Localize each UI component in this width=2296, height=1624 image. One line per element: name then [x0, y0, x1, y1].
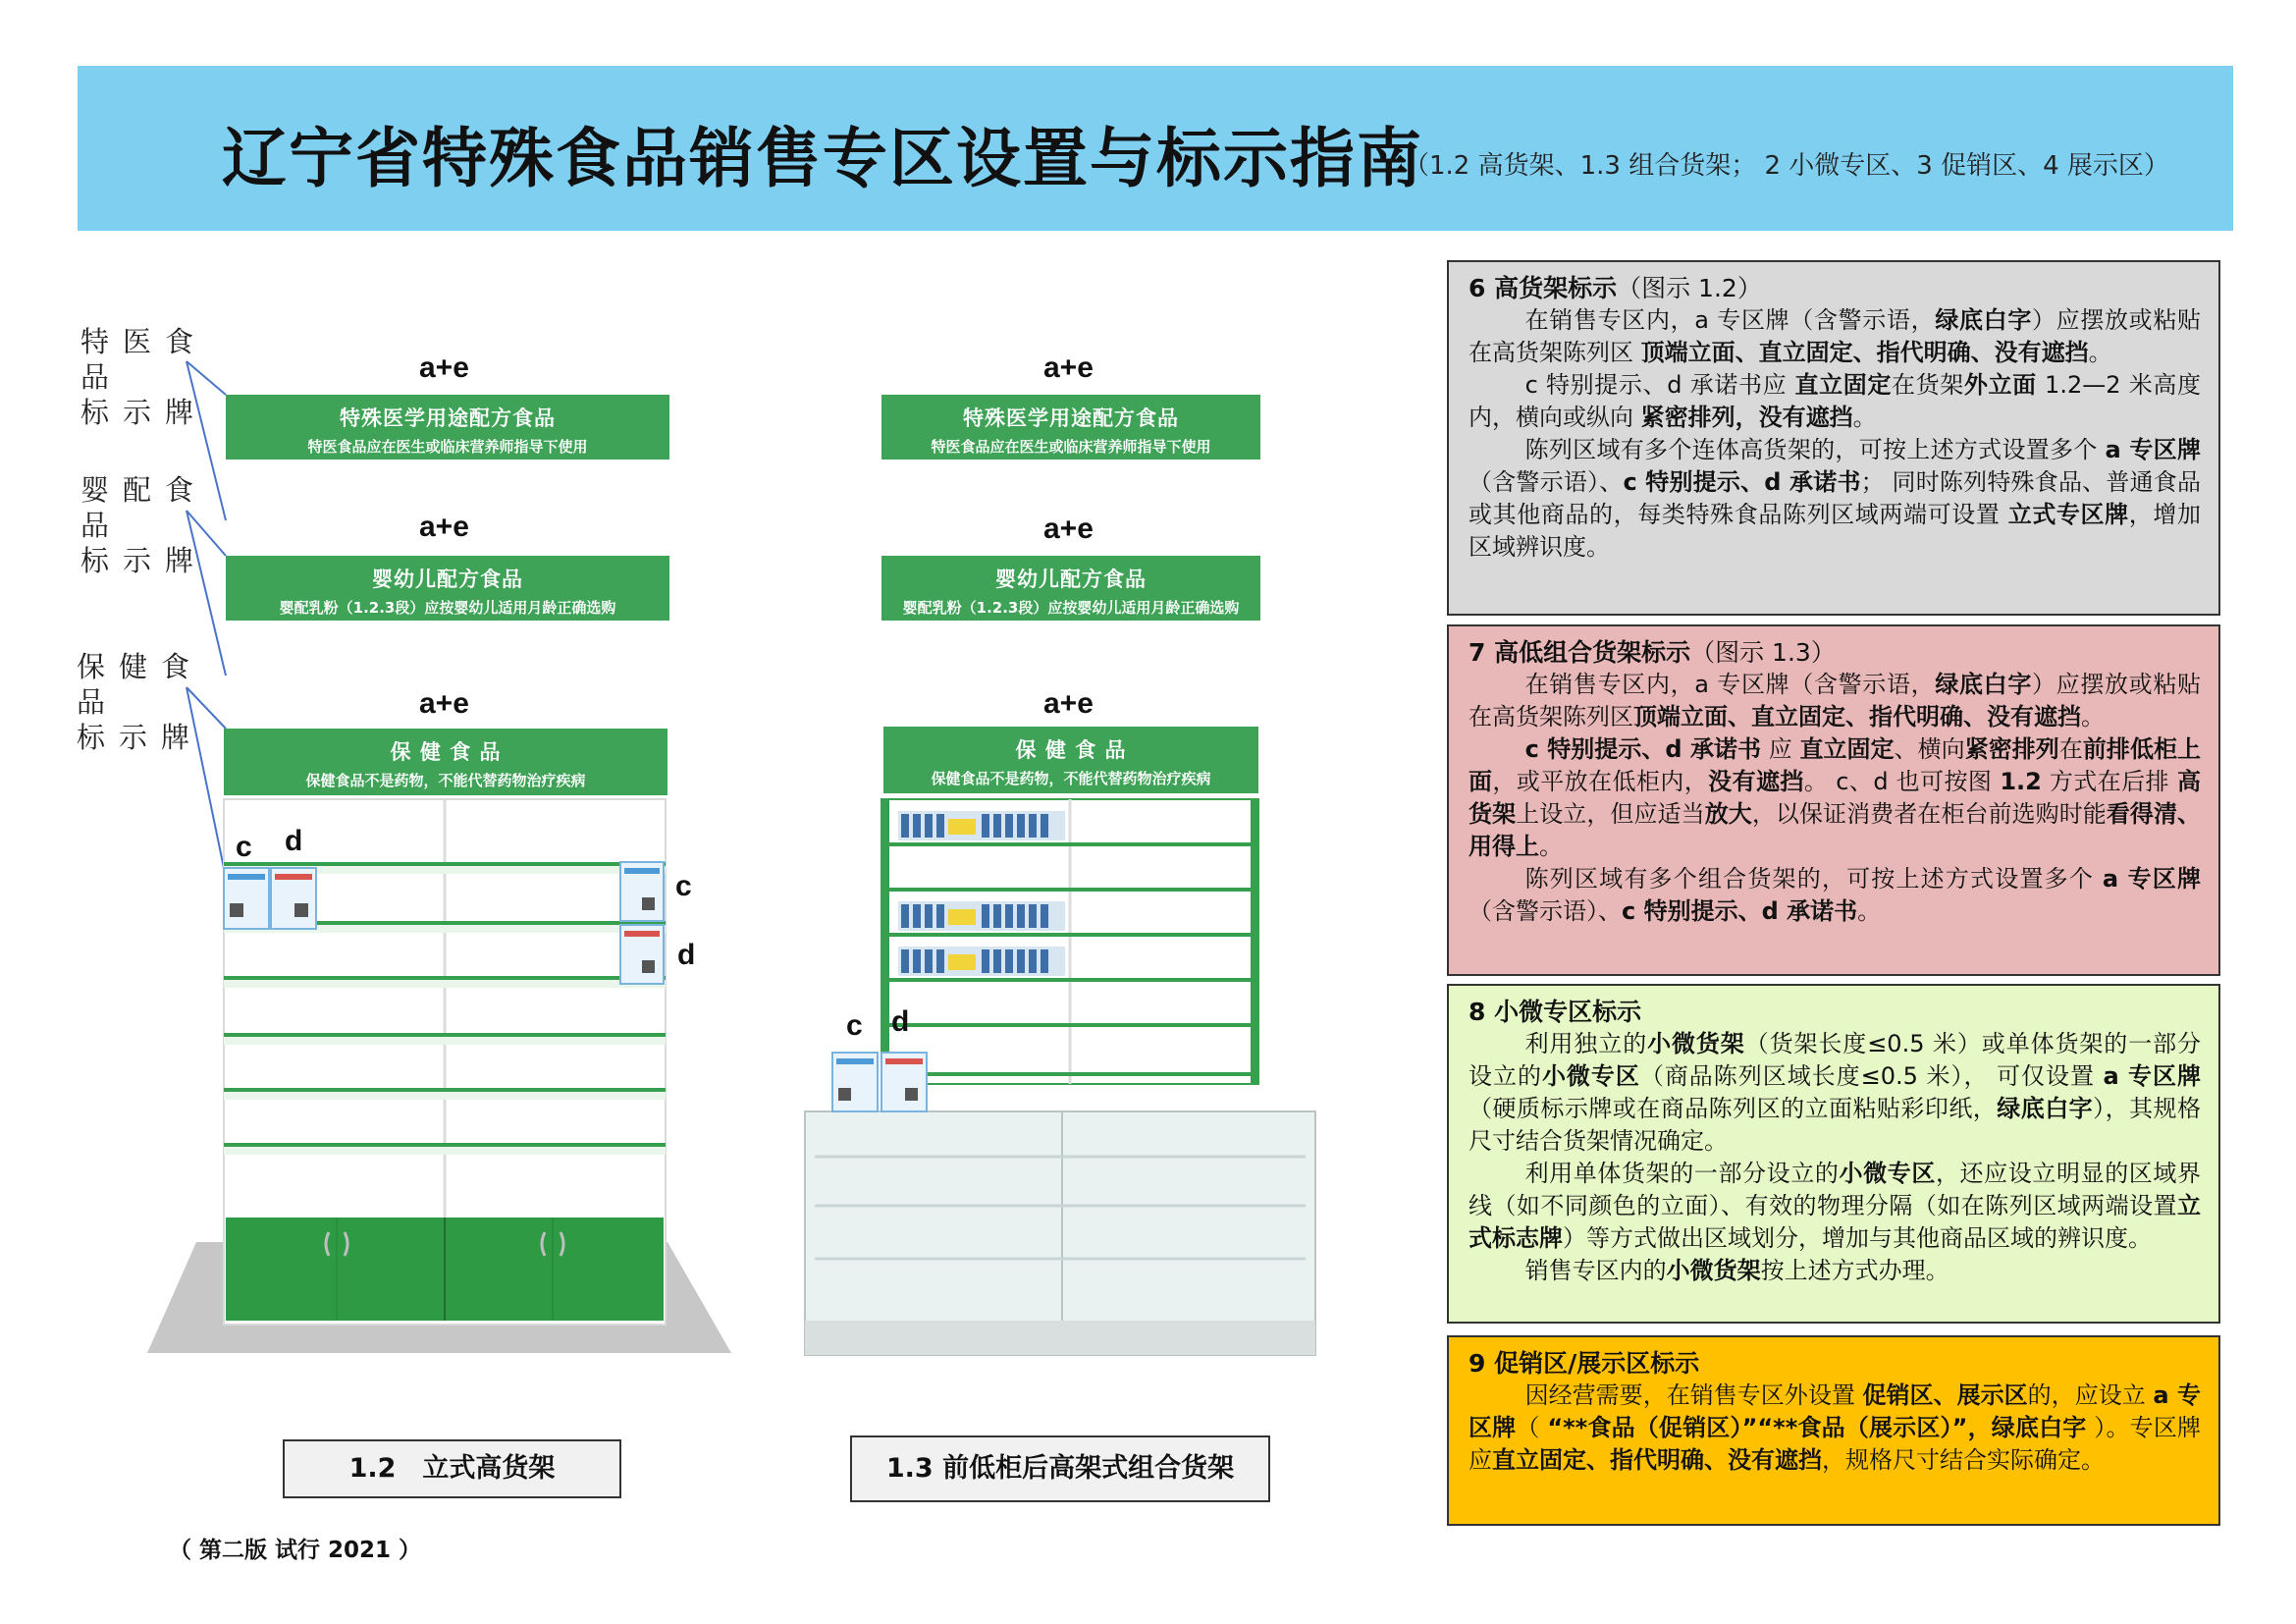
sign-warning: 婴配乳粉（1.2.3段）应按婴幼儿适用月龄正确选购 — [902, 599, 1240, 617]
promo-poster-d — [271, 868, 316, 929]
ae-marker: a+e — [419, 687, 469, 720]
marker-d: d — [891, 1005, 910, 1038]
ae-marker: a+e — [1043, 687, 1094, 720]
promo-poster-c-right — [620, 862, 664, 921]
counter-poster-c — [832, 1053, 878, 1111]
sign-health — [224, 729, 667, 795]
box-title-fig: （图示 1.2） — [1617, 274, 1762, 302]
sign-warning: 保健食品不是药物，不能代替药物治疗疾病 — [305, 772, 586, 789]
sign-warning: 婴配乳粉（1.2.3段）应按婴幼儿适用月龄正确选购 — [279, 599, 616, 617]
product-row — [898, 811, 1065, 840]
marker-c: c — [236, 831, 252, 863]
paragraph: 利用独立的小微货架（货架长度≤0.5 米）或单体货架的一部分设立的小微专区（商品陈列区域长度≤0.5 米）， 可仅设置 a 专区牌（硬质标示牌或在商品陈列区的立面粘贴彩印纸，绿底白字），其规格尺寸结合货架情况确定。 — [1468, 1030, 2202, 1155]
sign-fsmp — [226, 395, 669, 460]
marker-c: c — [846, 1009, 863, 1042]
box-title-fig: （图示 1.3） — [1690, 638, 1836, 667]
sign-fsmp — [881, 395, 1260, 460]
ae-marker: a+e — [419, 352, 469, 384]
sign-warning: 特医食品应在医生或临床营养师指导下使用 — [931, 438, 1211, 456]
paragraph: 陈列区域有多个组合货架的，可按上述方式设置多个 a 专区牌（含警示语）、c 特别提示、d 承诺书。 — [1468, 865, 2201, 925]
box-title-text: 8 小微专区标示 — [1468, 998, 1642, 1026]
box-micro-zone — [1447, 984, 2220, 1324]
sign-title: 保 健 食 品 — [390, 740, 502, 764]
paragraph: 利用单体货架的一部分设立的小微专区，还应设立明显的区域界线（如不同颜色的立面）、有效的物理分隔（如在陈列区域两端设置立式标志牌）等方式做出区域划分，增加与其他商品区域的辨识度。 — [1468, 1160, 2202, 1252]
side-label-line2: 标 示 牌 — [77, 721, 189, 754]
paragraph: 在销售专区内，a 专区牌（含警示语，绿底白字）应摆放或粘贴在高货架陈列区 顶端立面、直立固定、指代明确、没有遮挡。 — [1468, 306, 2202, 366]
ae-marker: a+e — [1043, 352, 1094, 384]
box-title-text: 7 高低组合货架标示 — [1468, 638, 1691, 667]
counter-poster-d — [881, 1053, 927, 1111]
side-label-line2: 标 示 牌 — [80, 544, 193, 577]
side-label-line1: 特医食品 — [80, 325, 193, 394]
ae-marker: a+e — [1043, 513, 1094, 545]
sign-title: 保 健 食 品 — [1015, 738, 1127, 762]
sign-warning: 保健食品不是药物，不能代替药物治疗疾病 — [931, 770, 1211, 787]
box-title — [1468, 272, 2201, 304]
edition-note: （ 第二版 试行 2021 ） — [169, 1538, 422, 1563]
caption-fig-1-2: 1.2 立式高货架 — [283, 1439, 621, 1498]
page-subtitle: （1.2 高货架、1.3 组合货架； 2 小微专区、3 促销区、4 展示区） — [1404, 151, 2169, 181]
side-label-line2: 标 示 牌 — [80, 396, 193, 429]
marker-c: c — [675, 870, 692, 902]
box-title-text: 6 高货架标示 — [1468, 274, 1618, 302]
box-title-text: 9 促销区/展示区标示 — [1468, 1349, 1700, 1378]
sign-title: 婴幼儿配方食品 — [372, 568, 523, 591]
product-row — [898, 947, 1065, 976]
box-title — [1468, 996, 2201, 1028]
connector-lines — [187, 361, 226, 868]
sign-infant — [226, 556, 669, 621]
paragraph: c 特别提示、d 承诺书应 直立固定在货架外立面 1.2—2 米高度内，横向或纵向 紧密排列，没有遮挡。 — [1468, 371, 2202, 431]
paragraph: 在销售专区内，a 专区牌（含警示语，绿底白字）应摆放或粘贴在高货架陈列区顶端立面、直立固定、指代明确、没有遮挡。 — [1468, 671, 2202, 731]
side-label-line1: 保健食品 — [77, 650, 189, 719]
box-promo-display — [1447, 1335, 2220, 1526]
page-title: 辽宁省特殊食品销售专区设置与标示指南 — [222, 120, 1423, 196]
box-title — [1468, 1347, 2201, 1380]
marker-d: d — [285, 825, 303, 857]
marker-d: d — [677, 939, 696, 971]
sign-title: 特殊医学用途配方食品 — [963, 406, 1179, 430]
side-label-line1: 婴配食品 — [80, 473, 193, 542]
box-combo-shelf — [1447, 624, 2220, 976]
paragraph: 销售专区内的小微货架按上述方式办理。 — [1524, 1257, 1949, 1284]
box-high-shelf — [1447, 260, 2220, 616]
paragraph: 陈列区域有多个连体高货架的，可按上述方式设置多个 a 专区牌（含警示语）、c 特别提示、d 承诺书； 同时陈列特殊食品、普通食品或其他商品的，每类特殊食品陈列区域两端可设置 立式专区牌，增加区域辨识度。 — [1468, 436, 2202, 561]
promo-poster-d-right — [620, 925, 664, 984]
box-title — [1468, 636, 2201, 669]
caption-fig-1-3: 1.3 前低柜后高架式组合货架 — [850, 1435, 1270, 1502]
sign-title: 特殊医学用途配方食品 — [340, 406, 556, 430]
sign-warning: 特医食品应在医生或临床营养师指导下使用 — [307, 438, 588, 456]
sign-health — [883, 727, 1258, 793]
paragraph: 因经营需要，在销售专区外设置 促销区、展示区的，应设立 a 专区牌（ “**食品（促销区）”“**食品（展示区）”，绿底白字 ）。专区牌应直立固定、指代明确、没有遮挡，规格尺寸结合实际确定。 — [1468, 1381, 2202, 1474]
product-row — [898, 901, 1065, 931]
sign-title: 婴幼儿配方食品 — [995, 568, 1147, 591]
sign-infant — [881, 556, 1260, 621]
paragraph: c 特别提示、d 承诺书 应 直立固定、横向紧密排列在前排低柜上面，或平放在低柜内，没有遮挡。 c、d 也可按图 1.2 方式在后排 高货架上设立，但应适当放大，以保证消费者在柜台前选购时能看得清、用得上。 — [1468, 735, 2202, 860]
ae-marker: a+e — [419, 511, 469, 543]
promo-poster-c — [224, 868, 269, 929]
